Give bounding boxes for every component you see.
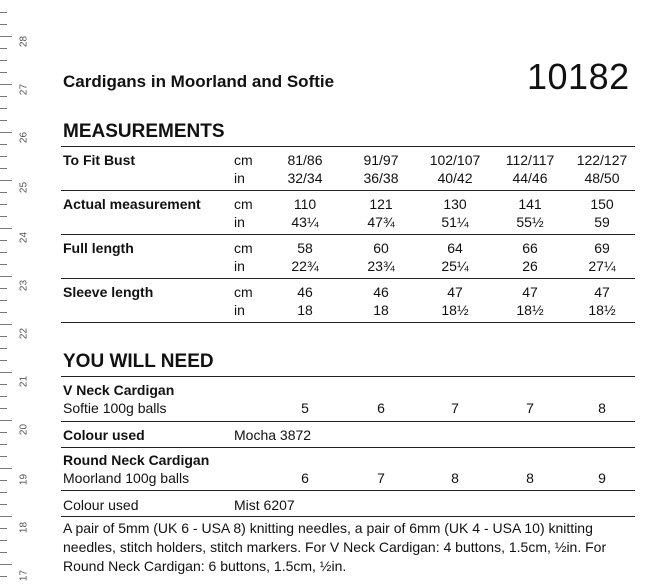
ruler-tick	[0, 156, 7, 157]
measurement-in-value: 25¼	[441, 258, 469, 274]
ruler-tick	[0, 252, 7, 253]
unit-in: in	[234, 302, 245, 318]
measurement-cm-value: 64	[447, 240, 463, 256]
materials-notes: A pair of 5mm (UK 6 - USA 8) knitting needles, a pair of 6mm (UK 4 - USA 10) knitting needles, stitch holders, stitch markers. For V Neck Cardigan: 4 buttons, 1.5cm, ½in. For Round Neck Cardigan: 6 buttons, 1.5cm, ½in.	[63, 520, 607, 574]
ruler-tick	[0, 204, 7, 205]
v-neck-colour: Mocha 3872	[234, 427, 312, 443]
measurement-cm-value: 122/127	[576, 152, 628, 168]
v-neck-balls: 5	[301, 400, 309, 416]
measurements-heading: MEASUREMENTS	[63, 121, 225, 142]
unit-in: in	[234, 170, 245, 186]
ruler-label: 27	[18, 83, 30, 96]
ruler-label: 19	[18, 473, 30, 486]
measurement-cm-value: 47	[594, 284, 610, 300]
unit-in: in	[234, 214, 245, 230]
ruler-tick	[0, 540, 7, 541]
ruler-label: 21	[18, 375, 30, 388]
measurement-cm-value: 150	[590, 196, 614, 212]
divider	[61, 146, 635, 147]
v-neck-colour-label: Colour used	[63, 427, 145, 443]
measurement-in-value: 32/34	[287, 170, 323, 186]
v-neck-balls: 6	[377, 400, 385, 416]
ruler-tick	[0, 264, 7, 265]
ruler-label: 20	[18, 423, 30, 436]
measurement-cm-value: 47	[447, 284, 463, 300]
round-neck-yarn: Moorland 100g balls	[63, 470, 190, 486]
measurement-label: Actual measurement	[63, 196, 201, 212]
measurement-in-value: 36/38	[363, 170, 399, 186]
v-neck-balls: 7	[451, 400, 459, 416]
ruler-tick	[0, 528, 7, 529]
divider	[61, 190, 635, 191]
measurement-in-value: 55½	[516, 214, 544, 230]
round-neck-balls: 6	[301, 470, 309, 486]
measurement-in-value: 18	[373, 302, 389, 318]
unit-cm: cm	[234, 152, 253, 168]
page-title: Cardigans in Moorland and Softie	[63, 72, 335, 91]
v-neck-balls: 7	[526, 400, 534, 416]
ruler-tick	[0, 180, 12, 181]
ruler-tick	[0, 60, 7, 61]
measurement-cm-value: 81/86	[287, 152, 323, 168]
unit-cm: cm	[234, 196, 253, 212]
ruler-tick	[0, 144, 7, 145]
ruler-label: 22	[18, 327, 30, 340]
measurement-cm-value: 141	[518, 196, 542, 212]
measurement-cm-value: 47	[522, 284, 538, 300]
measurement-in-value: 47¾	[367, 214, 395, 230]
measurement-cm-value: 46	[297, 284, 313, 300]
ruler-tick	[0, 192, 7, 193]
ruler-tick	[0, 492, 7, 493]
measurement-label: To Fit Bust	[63, 152, 136, 168]
measurement-in-value: 43¼	[291, 214, 319, 230]
ruler-tick	[0, 480, 7, 481]
ruler-tick	[0, 432, 7, 433]
ruler-tick	[0, 120, 7, 121]
measurement-cm-value: 110	[293, 196, 317, 212]
measurement-cm-value: 102/107	[429, 152, 481, 168]
ruler-tick	[0, 456, 7, 457]
measurement-in-value: 44/46	[512, 170, 548, 186]
divider	[61, 278, 635, 279]
ruler-tick	[0, 36, 12, 37]
ruler-tick	[0, 360, 7, 361]
measurement-cm-value: 112/117	[505, 152, 555, 168]
divider	[61, 490, 635, 491]
ruler-tick	[0, 288, 7, 289]
ruler-label: 26	[18, 131, 30, 144]
ruler-tick	[0, 48, 7, 49]
ruler-tick	[0, 552, 7, 553]
measurement-in-value: 23¾	[367, 258, 395, 274]
round-neck-colour-label: Colour used	[63, 497, 139, 513]
ruler-tick	[0, 312, 7, 313]
ruler-tick	[0, 12, 7, 13]
ruler-tick	[0, 168, 7, 169]
round-neck-balls: 8	[451, 470, 459, 486]
measurement-in-value: 48/50	[584, 170, 620, 186]
ruler-tick	[0, 108, 7, 109]
ruler-tick	[0, 300, 7, 301]
v-neck-balls: 8	[598, 400, 606, 416]
ruler-label: 24	[18, 231, 30, 244]
measurement-label: Sleeve length	[63, 284, 154, 300]
ruler-label: 17	[18, 569, 30, 582]
measurement-in-value: 59	[594, 214, 610, 230]
you-will-need-heading: YOU WILL NEED	[63, 351, 214, 372]
divider	[61, 322, 635, 323]
measurement-cm-value: 58	[297, 240, 313, 256]
divider	[61, 234, 635, 235]
measurement-cm-value: 91/97	[363, 152, 399, 168]
ruler-tick	[0, 420, 12, 421]
ruler-tick	[0, 336, 7, 337]
ruler-tick	[0, 216, 7, 217]
ruler-tick	[0, 372, 12, 373]
measurement-in-value: 18½	[588, 302, 616, 318]
ruler-tick	[0, 576, 7, 577]
measurement-in-value: 18½	[441, 302, 469, 318]
measurement-in-value: 27¼	[588, 258, 616, 274]
v-neck-yarn: Softie 100g balls	[63, 400, 167, 416]
round-neck-balls: 8	[526, 470, 534, 486]
measurement-cm-value: 46	[373, 284, 389, 300]
measurement-cm-value: 69	[594, 240, 610, 256]
ruler-label: 18	[18, 521, 30, 534]
ruler-tick	[0, 408, 7, 409]
ruler-tick	[0, 468, 12, 469]
ruler-tick	[0, 24, 7, 25]
ruler-tick	[0, 84, 12, 85]
ruler-label: 28	[18, 35, 30, 48]
unit-cm: cm	[234, 284, 253, 300]
measurement-label: Full length	[63, 240, 134, 256]
measurement-cm-value: 66	[522, 240, 538, 256]
measurement-in-value: 18	[297, 302, 313, 318]
ruler-tick	[0, 396, 7, 397]
ruler-label: 25	[18, 181, 30, 194]
ruler-tick	[0, 228, 12, 229]
round-neck-colour: Mist 6207	[234, 497, 295, 513]
ruler-tick	[0, 384, 7, 385]
divider	[61, 447, 635, 448]
pattern-number: 10182	[527, 56, 630, 97]
ruler-label: 23	[18, 279, 30, 292]
measurement-cm-value: 130	[443, 196, 467, 212]
ruler-tick	[0, 276, 12, 277]
ruler-tick	[0, 348, 7, 349]
ruler-tick	[0, 72, 7, 73]
measurement-cm-value: 121	[369, 196, 393, 212]
ruler-tick	[0, 96, 7, 97]
round-neck-title: Round Neck Cardigan	[63, 452, 210, 468]
v-neck-title: V Neck Cardigan	[63, 382, 175, 398]
ruler-tick	[0, 564, 12, 565]
measurement-cm-value: 60	[373, 240, 389, 256]
divider	[61, 421, 635, 422]
ruler-tick	[0, 504, 7, 505]
page-ruler	[0, 0, 44, 585]
ruler-tick	[0, 516, 12, 517]
ruler-tick	[0, 132, 12, 133]
measurement-in-value: 40/42	[437, 170, 473, 186]
round-neck-balls: 9	[598, 470, 606, 486]
ruler-tick	[0, 444, 7, 445]
ruler-tick	[0, 240, 7, 241]
measurement-in-value: 51¼	[441, 214, 469, 230]
unit-cm: cm	[234, 240, 253, 256]
round-neck-balls: 7	[377, 470, 385, 486]
measurement-in-value: 18½	[516, 302, 544, 318]
ruler-tick	[0, 324, 12, 325]
measurement-in-value: 26	[522, 258, 538, 274]
measurement-in-value: 22¾	[291, 258, 319, 274]
divider	[61, 516, 635, 517]
divider	[61, 376, 635, 377]
unit-in: in	[234, 258, 245, 274]
